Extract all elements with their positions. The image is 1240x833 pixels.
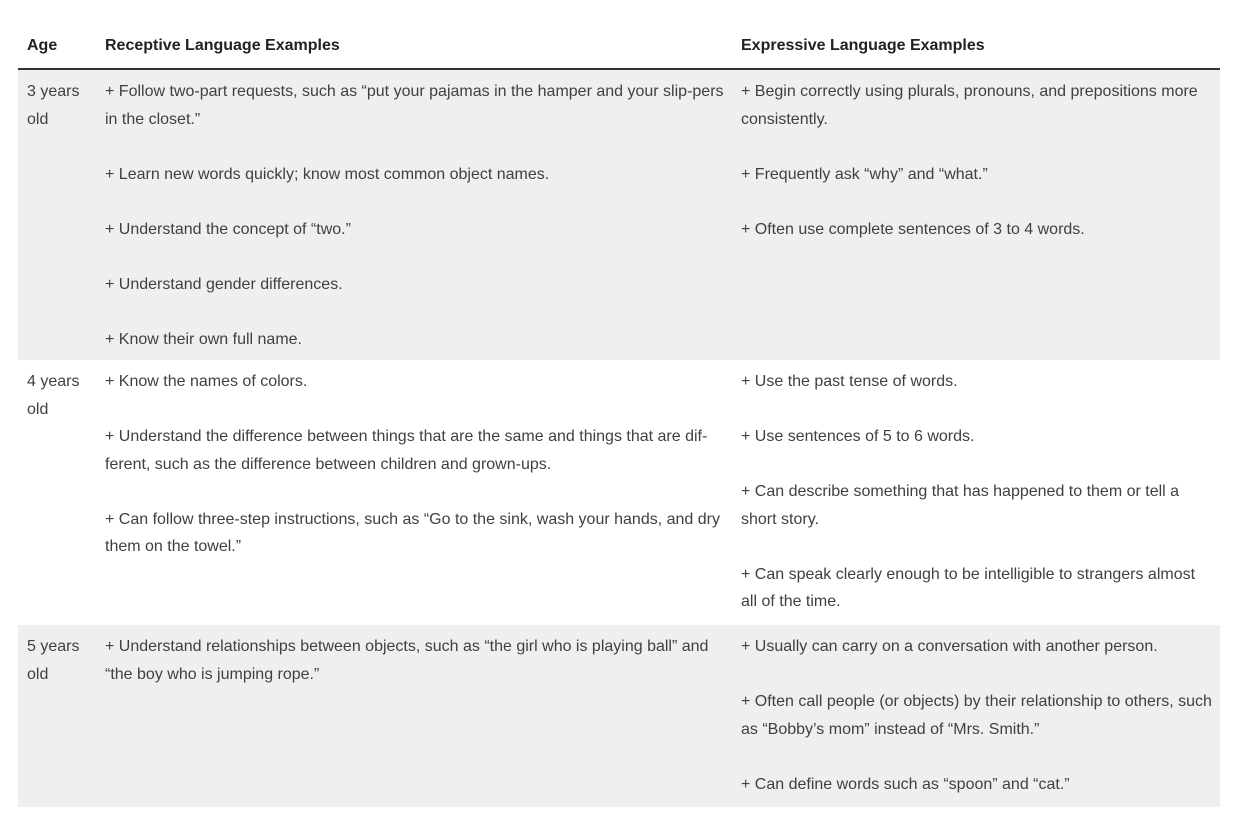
expressive-item: + Usually can carry on a conversation with another person.	[741, 638, 1158, 655]
header-expressive: Expressive Language Examples	[733, 24, 1220, 69]
header-row	[18, 24, 1220, 69]
receptive-cell	[97, 625, 733, 807]
table-body	[18, 69, 1220, 807]
expressive-item: + Can define words such as “spoon” and “cat.”	[741, 775, 1070, 793]
expressive-item: + Can describe something that has happened to them or tell a short story.	[741, 483, 1180, 528]
table-row	[18, 360, 1220, 625]
expressive-item: + Often call people (or objects) by their relationship to others, such as “Bobby’s mom” instead of “Mrs. Smith.”	[741, 693, 1212, 738]
age-cell: 5 years old	[18, 625, 97, 807]
language-milestones-table	[18, 24, 1220, 807]
expressive-item: + Use the past tense of words.	[741, 373, 958, 390]
receptive-item: + Understand relationships between objects, such as “the girl who is playing ball” and “the boy who is jumping rope.”	[105, 638, 709, 683]
table-header	[18, 24, 1220, 69]
receptive-item: + Follow two-part requests, such as “put your pajamas in the hamper and your slip-pers in the closet.”	[105, 83, 724, 128]
table-row	[18, 625, 1220, 807]
header-age: Age	[18, 24, 97, 69]
expressive-item: + Frequently ask “why” and “what.”	[741, 165, 988, 183]
expressive-cell	[733, 625, 1220, 807]
expressive-cell	[733, 69, 1220, 360]
receptive-item: + Can follow three-step instructions, such as “Go to the sink, wash your hands, and dry them on the towel.”	[105, 510, 720, 555]
receptive-item: + Know the names of colors.	[105, 373, 308, 390]
receptive-cell	[97, 360, 733, 625]
receptive-item: + Understand the difference between things that are the same and things that are dif-ferent, such as the difference between children and grown-ups.	[105, 428, 708, 473]
expressive-item: + Use sentences of 5 to 6 words.	[741, 428, 975, 445]
age-cell: 3 years old	[18, 69, 97, 360]
receptive-item: + Learn new words quickly; know most common object names.	[105, 165, 550, 183]
receptive-item: + Understand the concept of “two.”	[105, 220, 351, 238]
table-row	[18, 69, 1220, 360]
age-cell: 4 years old	[27, 373, 80, 418]
language-milestones-table-wrapper	[18, 24, 1220, 807]
expressive-item: + Often use complete sentences of 3 to 4 words.	[741, 220, 1085, 238]
receptive-item: + Know their own full name.	[105, 330, 302, 348]
expressive-cell	[733, 360, 1220, 625]
expressive-item: + Begin correctly using plurals, pronouns, and prepositions more consistently.	[741, 83, 1198, 128]
expressive-item: + Can speak clearly enough to be intelligible to strangers almost all of the time.	[741, 565, 1196, 610]
receptive-cell	[97, 69, 733, 360]
header-receptive: Receptive Language Examples	[97, 24, 733, 69]
receptive-item: + Understand gender differences.	[105, 275, 343, 293]
